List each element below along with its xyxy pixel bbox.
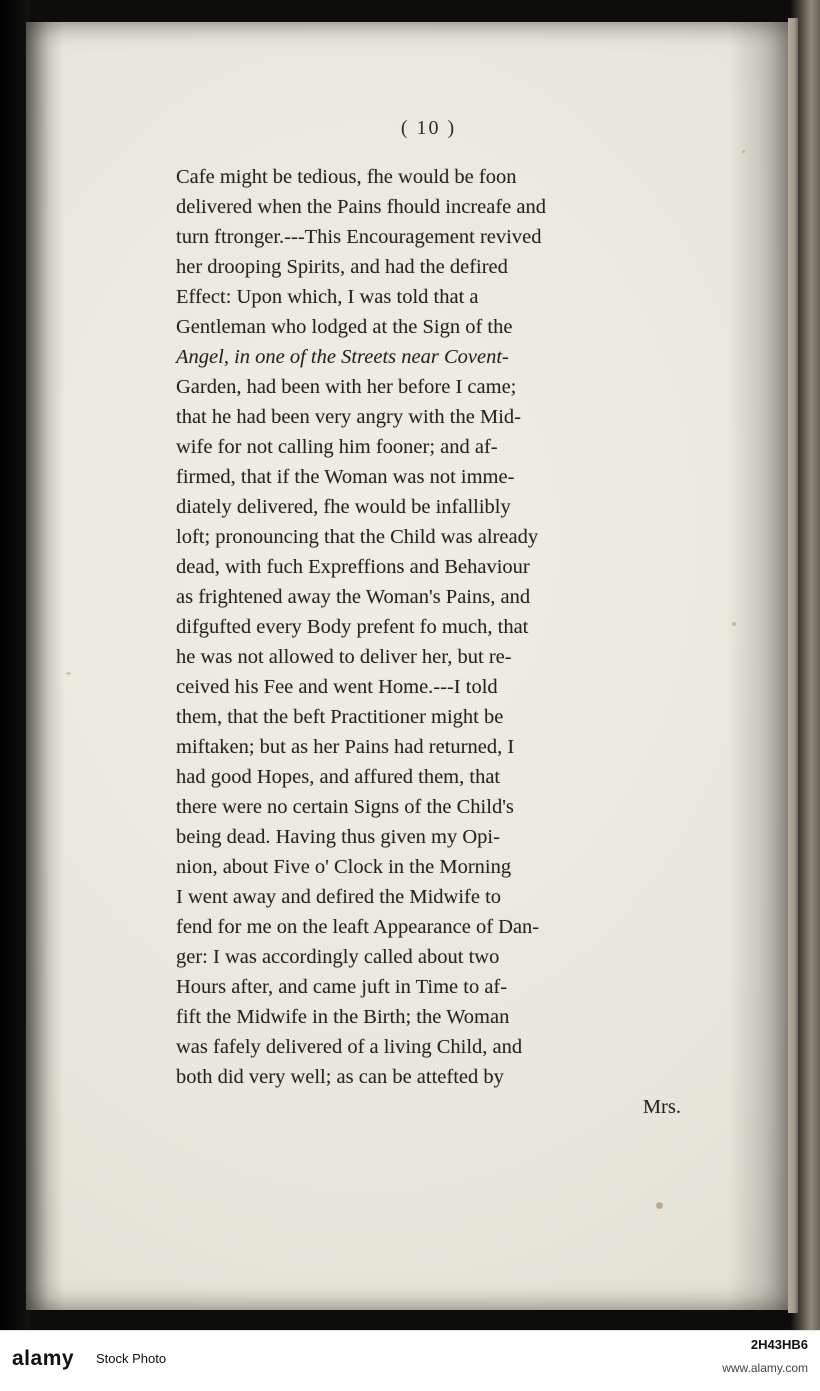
book-page-leaf [26,22,788,1310]
text-line [176,312,681,342]
text-line [176,192,681,222]
text-line [176,1062,681,1092]
text-line-content: was fafely delivered of a living Child, and [176,1036,523,1058]
text-line-content: diately delivered, fhe would be infallibly [176,496,511,518]
text-line-content: there were no certain Signs of the Child's [176,796,514,818]
text-line [176,492,681,522]
text-line [176,162,681,192]
text-line [176,252,681,282]
text-line-content: ger: I was accordingly called about two [176,946,500,968]
text-line-content: dead, with fuch Expreffions and Behaviour [176,556,530,578]
text-line [176,1032,681,1062]
photo-image-id: 2H43HB6 [750,1337,808,1352]
text-line [176,1002,681,1032]
text-line [176,612,681,642]
text-line-content: being dead. Having thus given my Opi- [176,826,500,848]
text-line-content: fend for me on the leaft Appearance of Dan- [176,916,540,938]
page-body-text [176,162,681,1122]
text-line-content: Gentleman who lodged at the Sign of the [176,316,513,338]
stock-photo-footer [0,1330,820,1391]
text-line-content: ceived his Fee and went Home.---I told [176,676,498,698]
alamy-logo: alamy [12,1347,75,1370]
text-line-content: miftaken; but as her Pains had returned, I [176,736,515,758]
text-line [176,702,681,732]
text-line [176,762,681,792]
foxing-spot [66,672,71,675]
text-line-content: wife for not calling him fooner; and af- [176,436,498,458]
foxing-spot [742,150,745,153]
text-line [176,342,681,372]
text-line [176,372,681,402]
text-line-content: Cafe might be tedious, fhe would be foon [176,166,517,188]
text-line [176,942,681,972]
text-line-content: fift the Midwife in the Birth; the Woman [176,1006,510,1028]
text-line-content: had good Hopes, and affured them, that [176,766,501,788]
text-line [176,732,681,762]
text-line [176,582,681,612]
text-line [176,882,681,912]
text-line-content: I went away and defired the Midwife to [176,886,502,908]
text-line [176,792,681,822]
text-line-content: difgufted every Body prefent fo much, that [176,616,529,638]
text-line [176,282,681,312]
page-text-block [176,117,681,1122]
photo-url: www.alamy.com [722,1361,808,1375]
text-line-content: firmed, that if the Woman was not imme- [176,466,515,488]
foxing-spot [656,1202,663,1209]
text-line [176,672,681,702]
text-line [176,222,681,252]
catchword-line [176,1092,681,1122]
text-line [176,462,681,492]
text-line-content: them, that the beft Practitioner might be [176,706,504,728]
text-line [176,522,681,552]
text-line-content: nion, about Five o' Clock in the Morning [176,856,512,878]
text-line [176,432,681,462]
text-line-content: turn ftronger.---This Encouragement revived [176,226,542,248]
text-line [176,552,681,582]
text-line-content: that he had been very angry with the Mid- [176,406,521,428]
catchword: Mrs. [642,1096,681,1118]
next-page-sliver [788,18,798,1313]
foxing-spot [732,622,736,626]
text-line [176,852,681,882]
text-line-content: loft; pronouncing that the Child was already [176,526,539,548]
page-folio-number: ( 10 ) [400,117,457,139]
text-line-content: Garden, had been with her before I came; [176,376,517,398]
text-line-content: Effect: Upon which, I was told that a [176,286,479,308]
text-line-content: her drooping Spirits, and had the defired [176,256,508,278]
text-line-content: delivered when the Pains fhould increafe and [176,196,547,218]
text-line-content: Angel, in one of the Streets near Covent- [176,346,509,368]
text-line [176,402,681,432]
text-line-content: Hours after, and came juft in Time to af- [176,976,508,998]
photo-caption: Stock Photo [96,1351,167,1366]
text-line [176,642,681,672]
text-line-content: both did very well; as can be attefted by [176,1066,504,1088]
text-line-content: he was not allowed to deliver her, but re- [176,646,512,668]
text-line [176,912,681,942]
text-line [176,972,681,1002]
text-line-content: as frightened away the Woman's Pains, and [176,586,531,608]
text-line [176,822,681,852]
